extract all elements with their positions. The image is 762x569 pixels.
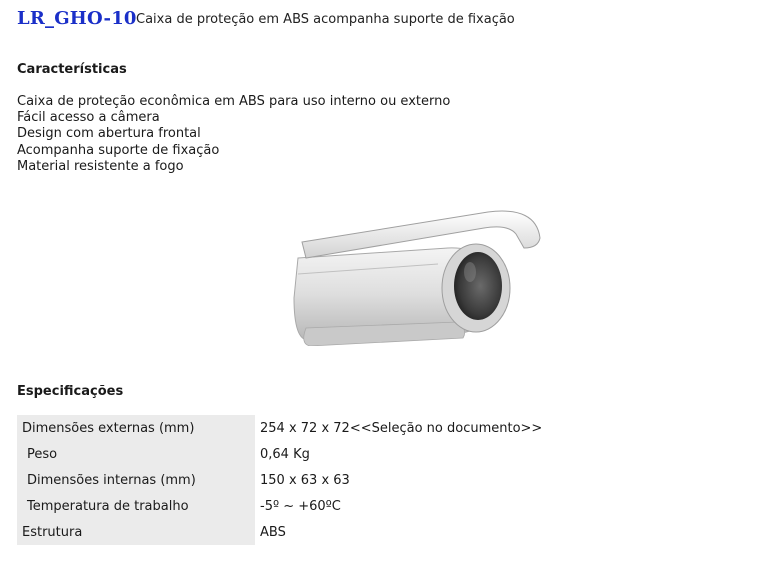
product-model-title: LR_GHO-10 xyxy=(17,8,137,29)
feature-item: Material resistente a fogo xyxy=(17,158,184,174)
spec-value: ABS xyxy=(260,524,286,540)
spec-label: Dimensões internas (mm) xyxy=(17,467,255,493)
spec-label: Peso xyxy=(17,441,255,467)
features-list xyxy=(17,94,450,175)
feature-item: Caixa de proteção econômica em ABS para uso interno ou externo xyxy=(17,94,451,109)
spec-label: Temperatura de trabalho xyxy=(17,493,255,519)
spec-value: 254 x 72 x 72<<Seleção no documento>> xyxy=(260,420,543,436)
spec-value: 0,64 Kg xyxy=(260,446,310,462)
table-row xyxy=(17,467,580,493)
camera-housing-image xyxy=(288,198,550,346)
specs-heading: Especificações xyxy=(17,384,124,399)
table-row xyxy=(17,493,580,519)
table-row xyxy=(17,519,580,545)
spec-value: 150 x 63 x 63 xyxy=(260,472,350,488)
spec-value: -5º ~ +60ºC xyxy=(260,498,341,514)
feature-item: Fácil acesso a câmera xyxy=(17,110,160,126)
table-row xyxy=(17,441,580,467)
feature-item: Design com abertura frontal xyxy=(17,126,201,142)
specs-table xyxy=(17,415,580,545)
spec-label: Dimensões externas (mm) xyxy=(17,415,255,441)
product-subtitle: Caixa de proteção em ABS acompanha suporte de fixação xyxy=(136,12,515,27)
feature-item: Acompanha suporte de fixação xyxy=(17,142,220,158)
table-row xyxy=(17,415,580,441)
features-heading: Características xyxy=(17,62,127,77)
spec-label: Estrutura xyxy=(17,519,255,545)
